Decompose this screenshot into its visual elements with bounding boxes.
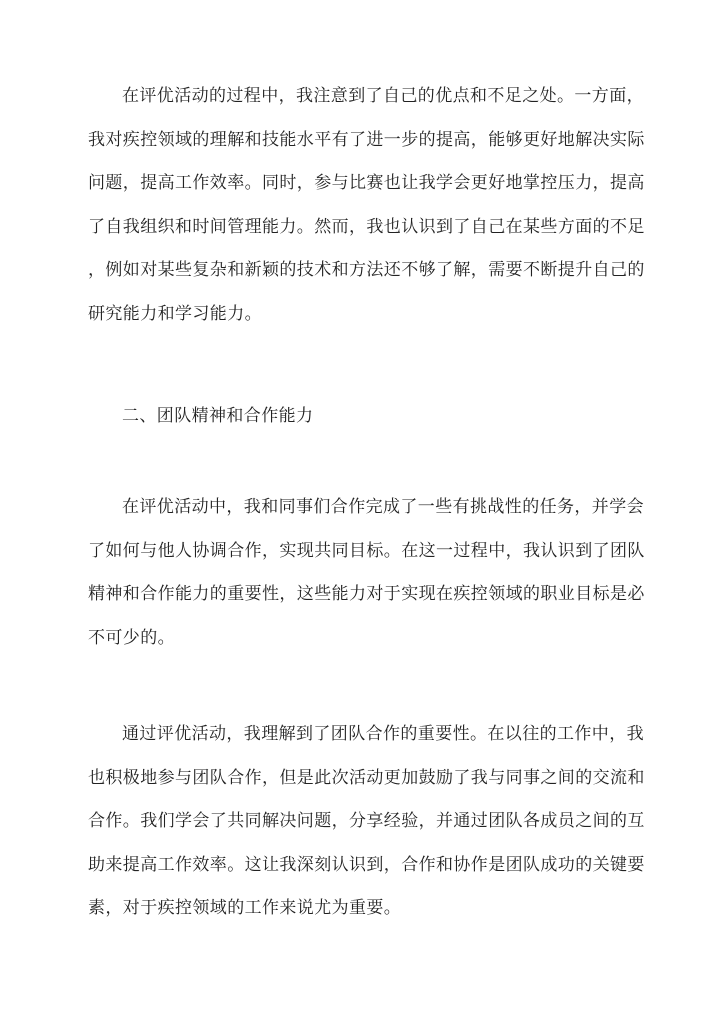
text-line: 了如何与他人协调合作，实现共同目标。在这一过程中，我认识到了团队 <box>88 540 645 561</box>
text-line: 不可少的。 <box>88 627 175 648</box>
text-line: 合作。我们学会了共同解决问题，分享经验，并通过团队各成员之间的互 <box>88 811 645 832</box>
text-line: 精神和合作能力的重要性，这些能力对于实现在疾控领域的职业目标是必 <box>88 584 645 605</box>
text-line: 素，对于疾控领域的工作来说尤为重要。 <box>88 898 402 919</box>
paragraph-self-reflection <box>88 75 645 337</box>
text-line: 研究能力和学习能力。 <box>88 303 262 324</box>
text-line: ，例如对某些复杂和新颖的技术和方法还不够了解，需要不断提升自己的 <box>88 260 645 281</box>
text-line: 助来提高工作效率。这让我深刻认识到，合作和协作是团队成功的关键要 <box>88 854 645 875</box>
text-line: 在评优活动的过程中，我注意到了自己的优点和不足之处。一方面， <box>122 86 644 106</box>
section-heading: 二、团队精神和合作能力 <box>122 406 314 426</box>
text-line: 在评优活动中，我和同事们合作完成了一些有挑战性的任务，并学会 <box>122 497 644 517</box>
text-line: 我对疾控领域的理解和技能水平有了进一步的提高，能够更好地解决实际 <box>88 129 645 150</box>
paragraph-teamwork-importance <box>88 713 645 931</box>
paragraph-teamwork-challenge <box>88 486 645 660</box>
text-line: 问题，提高工作效率。同时，参与比赛也让我学会更好地掌控压力，提高 <box>88 173 645 194</box>
text-line: 通过评优活动，我理解到了团队合作的重要性。在以往的工作中，我 <box>122 724 644 744</box>
text-line: 了自我组织和时间管理能力。然而，我也认识到了自己在某些方面的不足 <box>88 216 645 237</box>
text-line: 也积极地参与团队合作，但是此次活动更加鼓励了我与同事之间的交流和 <box>88 767 645 788</box>
